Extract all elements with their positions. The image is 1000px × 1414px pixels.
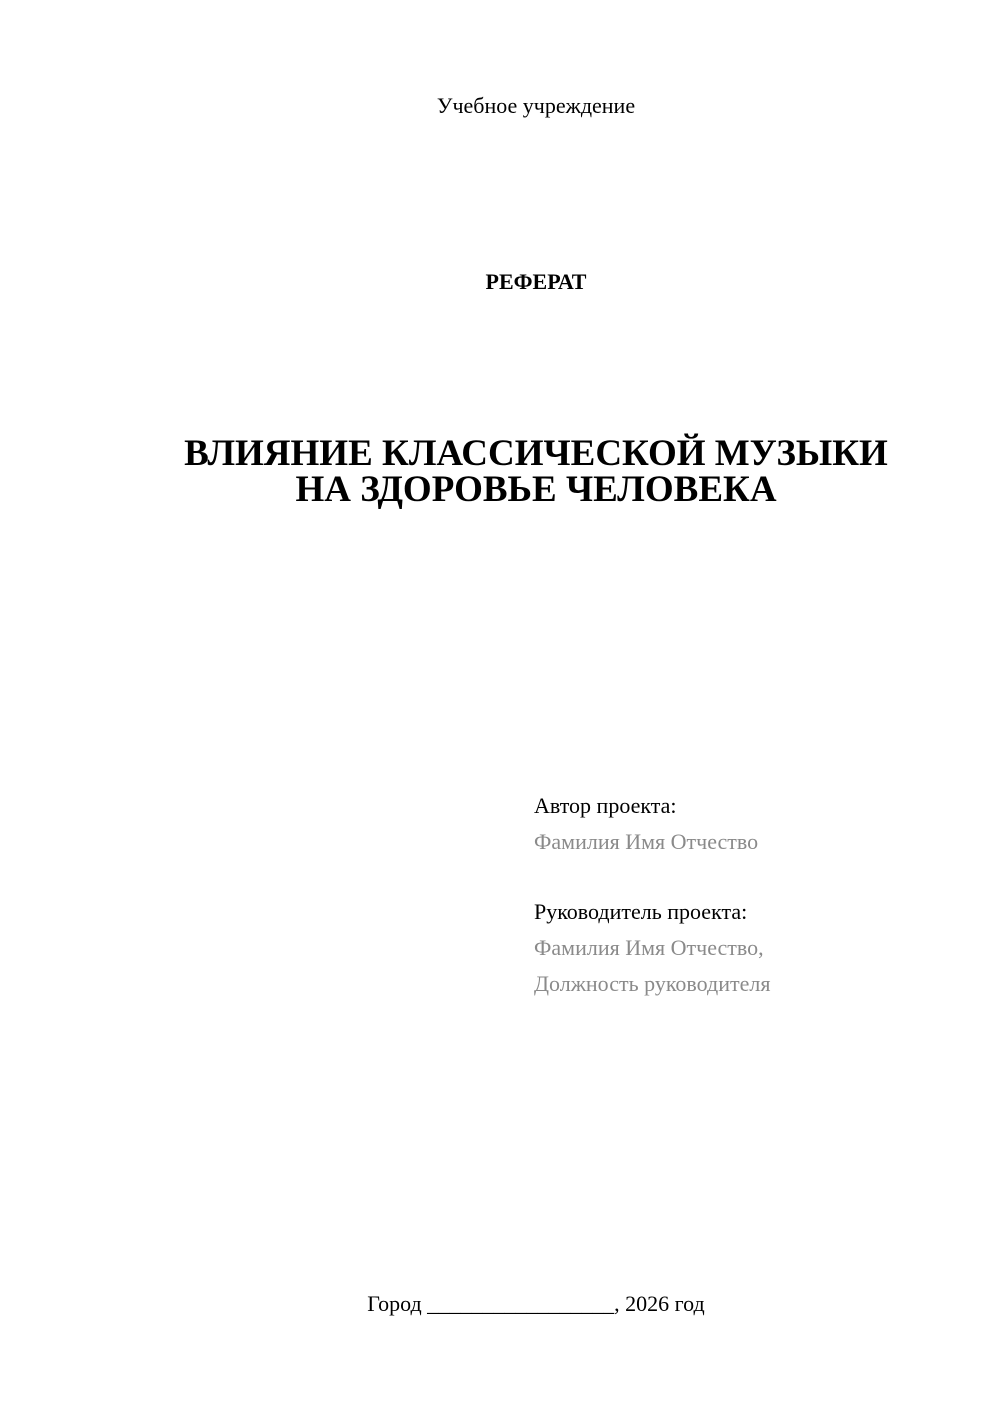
author-name: Фамилия Имя Отчество xyxy=(534,829,759,854)
supervisor-label: Руководитель проекта: xyxy=(534,899,748,924)
document-title xyxy=(0,433,1000,510)
title-line-2: НА ЗДОРОВЬЕ ЧЕЛОВЕКА xyxy=(295,469,777,510)
institution-name: Учебное учреждение xyxy=(436,93,636,118)
document-type: РЕФЕРАТ xyxy=(485,269,587,294)
supervisor-name: Фамилия Имя Отчество, xyxy=(534,935,764,960)
project-info xyxy=(534,788,770,1002)
author-label: Автор проекта: xyxy=(534,793,677,818)
info-spacer xyxy=(534,860,770,894)
supervisor-position: Должность руководителя xyxy=(534,971,771,996)
title-line-1: ВЛИЯНИЕ КЛАССИЧЕСКОЙ МУЗЫКИ xyxy=(184,433,888,474)
city-year-line: Город _________________, 2026 год xyxy=(367,1291,705,1316)
